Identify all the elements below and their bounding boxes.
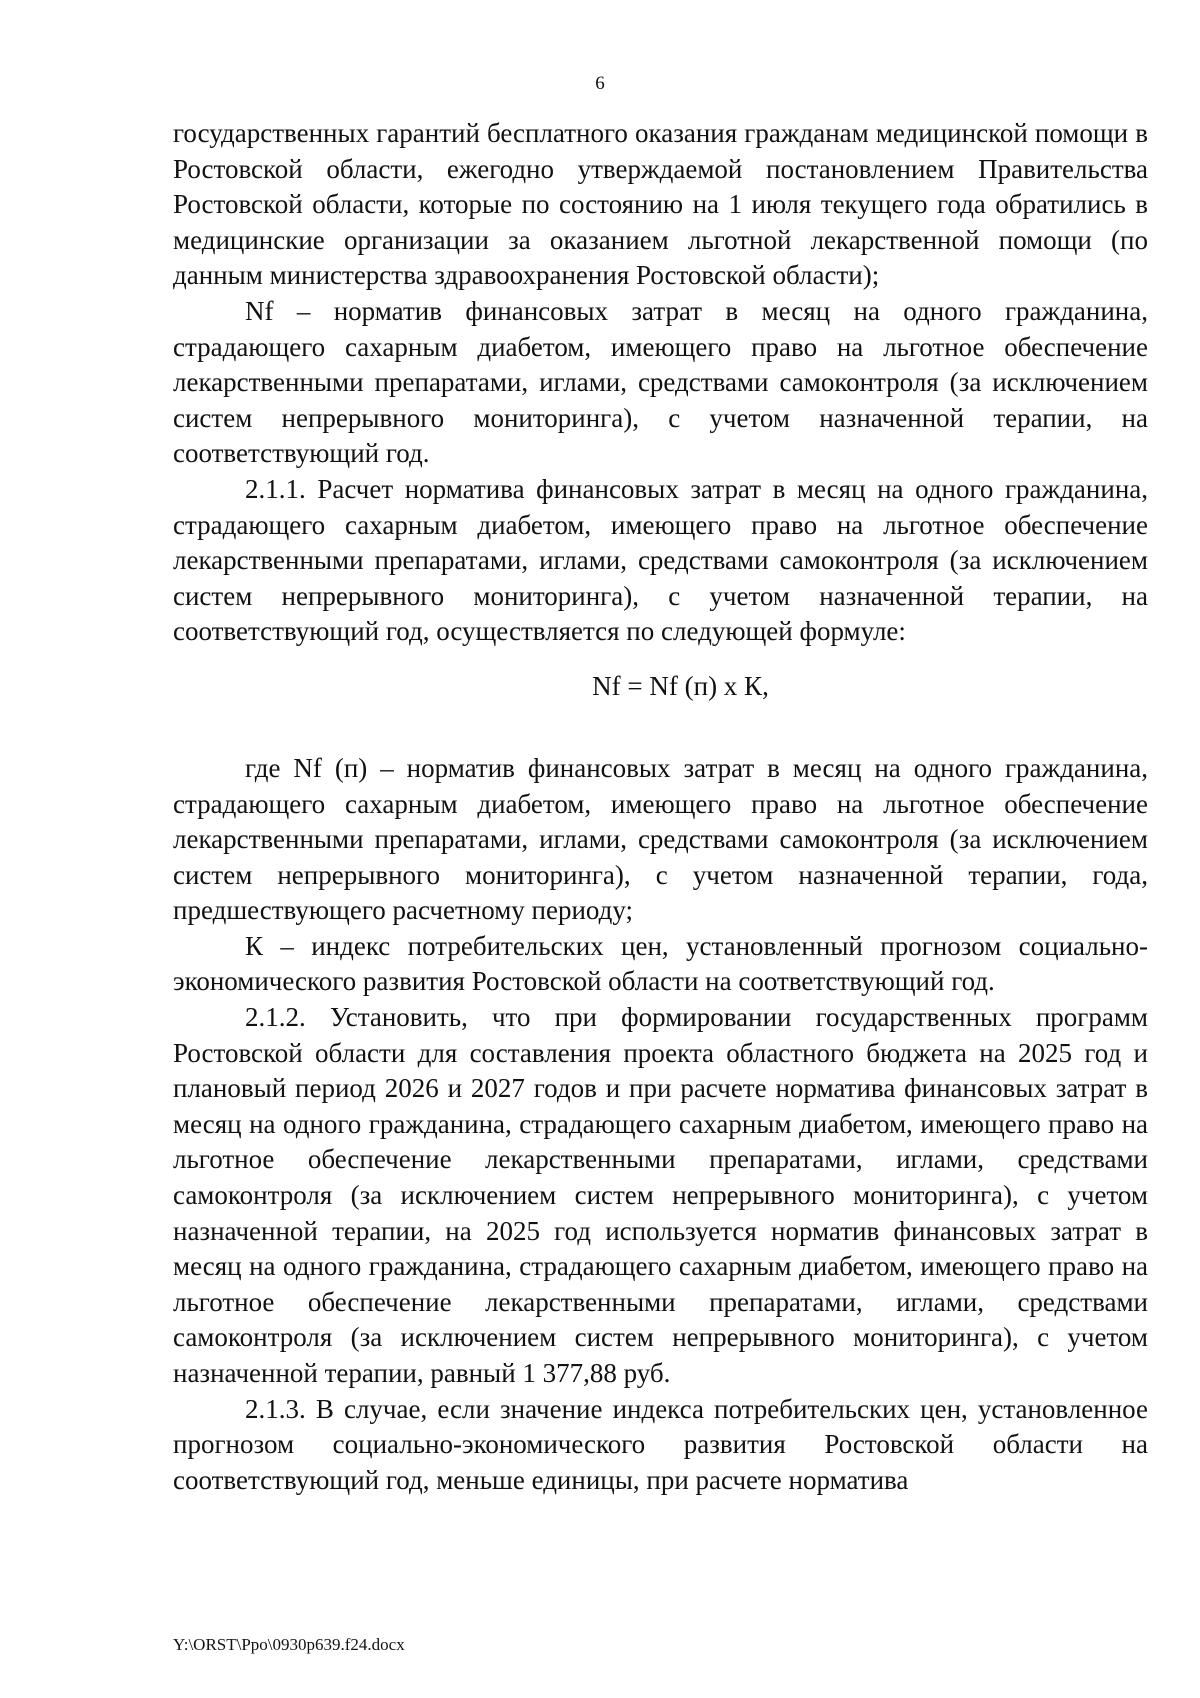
formula-text: Nf = Nf (п) x К, — [592, 670, 769, 701]
paragraph-k-definition: К – индекс потребительских цен, установленный прогнозом социально-экономического развития Ростовской области на соответствующий год. — [173, 930, 1148, 997]
paragraph-2-1-1: 2.1.1. Расчет норматива финансовых затрат в месяц на одного гражданина, страдающего сахарным диабетом, имеющего право на льготное обеспечение лекарственными препаратами, иглами, средствами самоконтроля (за исключением систем непрерывного мониторинга), с учетом назначенной терапии, на соответствующий год, осуществляется по следующей формуле: — [173, 473, 1148, 647]
paragraph-2-1-2: 2.1.2. Установить, что при формировании государственных программ Ростовской области для составления проекта областного бюджета на 2025 год и плановый период 2026 и 2027 годов и при расчете норматива финансовых затрат в месяц на одного гражданина, страдающего сахарным диабетом, имеющего право на льготное обеспечение лекарственными препаратами, иглами, средствами самоконтроля (за исключением систем непрерывного мониторинга), с учетом назначенной терапии, на 2025 год используется норматив финансовых затрат в месяц на одного гражданина, страдающего сахарным диабетом, имеющего право на льготное обеспечение лекарственными препаратами, иглами, средствами самоконтроля (за исключением систем непрерывного мониторинга), с учетом назначенной терапии, равный 1 377,88 руб. — [173, 1002, 1148, 1388]
document-body — [173, 116, 1148, 1498]
page-number: 6 — [595, 73, 605, 94]
footer-file-path: Y:\ORST\Ppo\0930p639.f24.docx — [173, 1635, 405, 1654]
formula — [173, 650, 1148, 751]
paragraph-nf-p-definition: где Nf (п) – норматив финансовых затрат в месяц на одного гражданина, страдающего сахарным диабетом, имеющего право на льготное обеспечение лекарственными препаратами, иглами, средствами самоконтроля (за исключением систем непрерывного мониторинга), с учетом назначенной терапии, года, предшествующего расчетному периоду; — [173, 752, 1148, 926]
paragraph-nf-definition: Nf – норматив финансовых затрат в месяц на одного гражданина, страдающего сахарным диабетом, имеющего право на льготное обеспечение лекарственными препаратами, иглами, средствами самоконтроля (за исключением систем непрерывного мониторинга), с учетом назначенной терапии, на соответствующий год. — [173, 295, 1148, 469]
paragraph-continuation: государственных гарантий бесплатного оказания гражданам медицинской помощи в Ростовской области, ежегодно утверждаемой постановлением Правительства Ростовской области, которые по состоянию на 1 июля текущего года обратились в медицинские организации за оказанием льготной лекарственной помощи (по данным министерства здравоохранения Ростовской области); — [173, 118, 1148, 291]
paragraph-2-1-3: 2.1.3. В случае, если значение индекса потребительских цен, установленное прогнозом социально-экономического развития Ростовской области на соответствующий год, меньше единицы, при расчете норматива — [173, 1393, 1148, 1495]
